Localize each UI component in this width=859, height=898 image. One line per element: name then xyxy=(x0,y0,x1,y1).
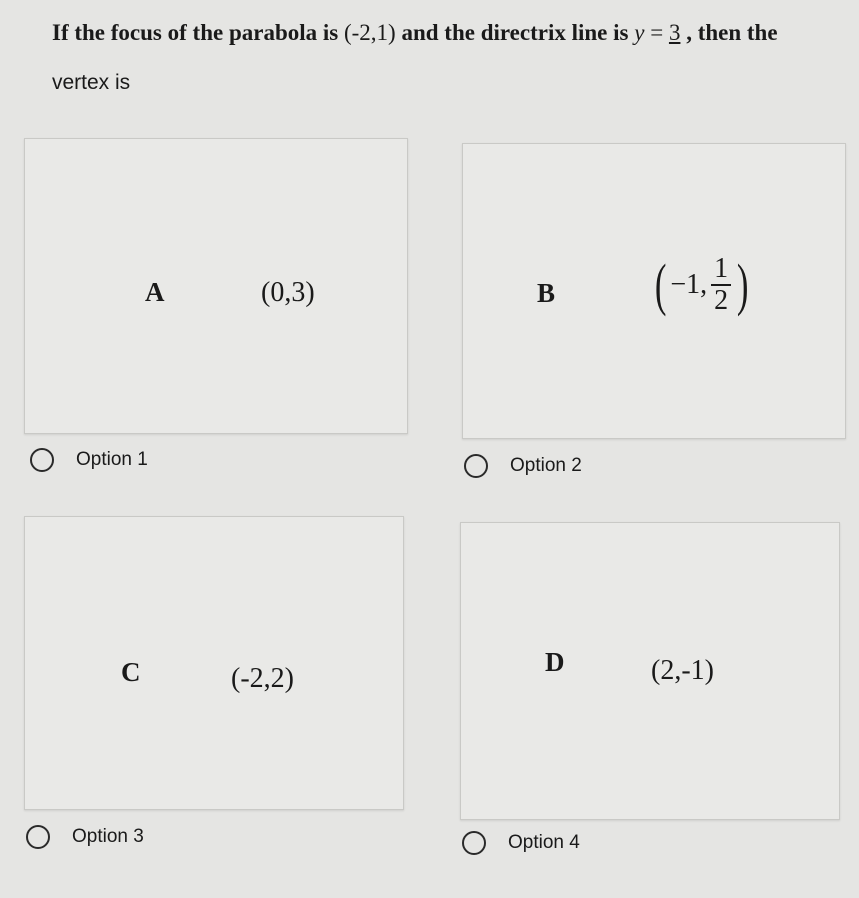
option-card-b[interactable] xyxy=(462,143,846,439)
fraction xyxy=(711,254,731,316)
open-paren: ( xyxy=(654,252,667,317)
option-card-d[interactable] xyxy=(460,522,840,820)
option-b-neg: −1, xyxy=(670,269,708,300)
option-1-label[interactable]: Option 1 xyxy=(76,449,148,470)
option-2-radio-row[interactable] xyxy=(464,454,582,478)
fraction-numerator: 1 xyxy=(711,254,731,286)
question-directrix-var: y xyxy=(634,20,645,45)
option-4-radio[interactable] xyxy=(462,831,486,855)
option-card-c[interactable] xyxy=(24,516,404,810)
option-4-radio-row[interactable] xyxy=(462,831,580,855)
option-value-c: (-2,2) xyxy=(231,663,294,694)
question-part2: and the directrix line is xyxy=(395,20,635,45)
option-letter-a: A xyxy=(145,277,165,307)
option-letter-b: B xyxy=(537,278,556,308)
option-value-d: (2,-1) xyxy=(651,655,714,686)
option-1-radio[interactable] xyxy=(30,448,54,472)
option-value-a: (0,3) xyxy=(261,277,315,308)
option-2-radio[interactable] xyxy=(464,454,488,478)
close-paren: ) xyxy=(736,252,749,317)
option-letter-d: D xyxy=(545,647,565,677)
option-3-radio[interactable] xyxy=(26,825,50,849)
fraction-denominator: 2 xyxy=(714,285,729,316)
option-1-radio-row[interactable] xyxy=(30,448,148,472)
question-equals: = xyxy=(644,20,669,45)
option-3-label[interactable]: Option 3 xyxy=(72,826,144,847)
question-part1: If the focus of the parabola is xyxy=(52,20,344,45)
option-value-b xyxy=(651,254,752,316)
option-4-label[interactable]: Option 4 xyxy=(508,832,580,853)
option-card-a[interactable] xyxy=(24,138,408,434)
option-letter-c: C xyxy=(121,657,141,687)
question-text xyxy=(52,18,847,94)
option-3-radio-row[interactable] xyxy=(26,825,144,849)
question-focus: (-2,1) xyxy=(343,20,396,45)
question-directrix-value: 3 xyxy=(668,20,681,45)
option-2-label[interactable]: Option 2 xyxy=(510,455,582,476)
question-part3: , then the xyxy=(680,20,778,45)
question-line2: vertex is xyxy=(52,71,131,94)
